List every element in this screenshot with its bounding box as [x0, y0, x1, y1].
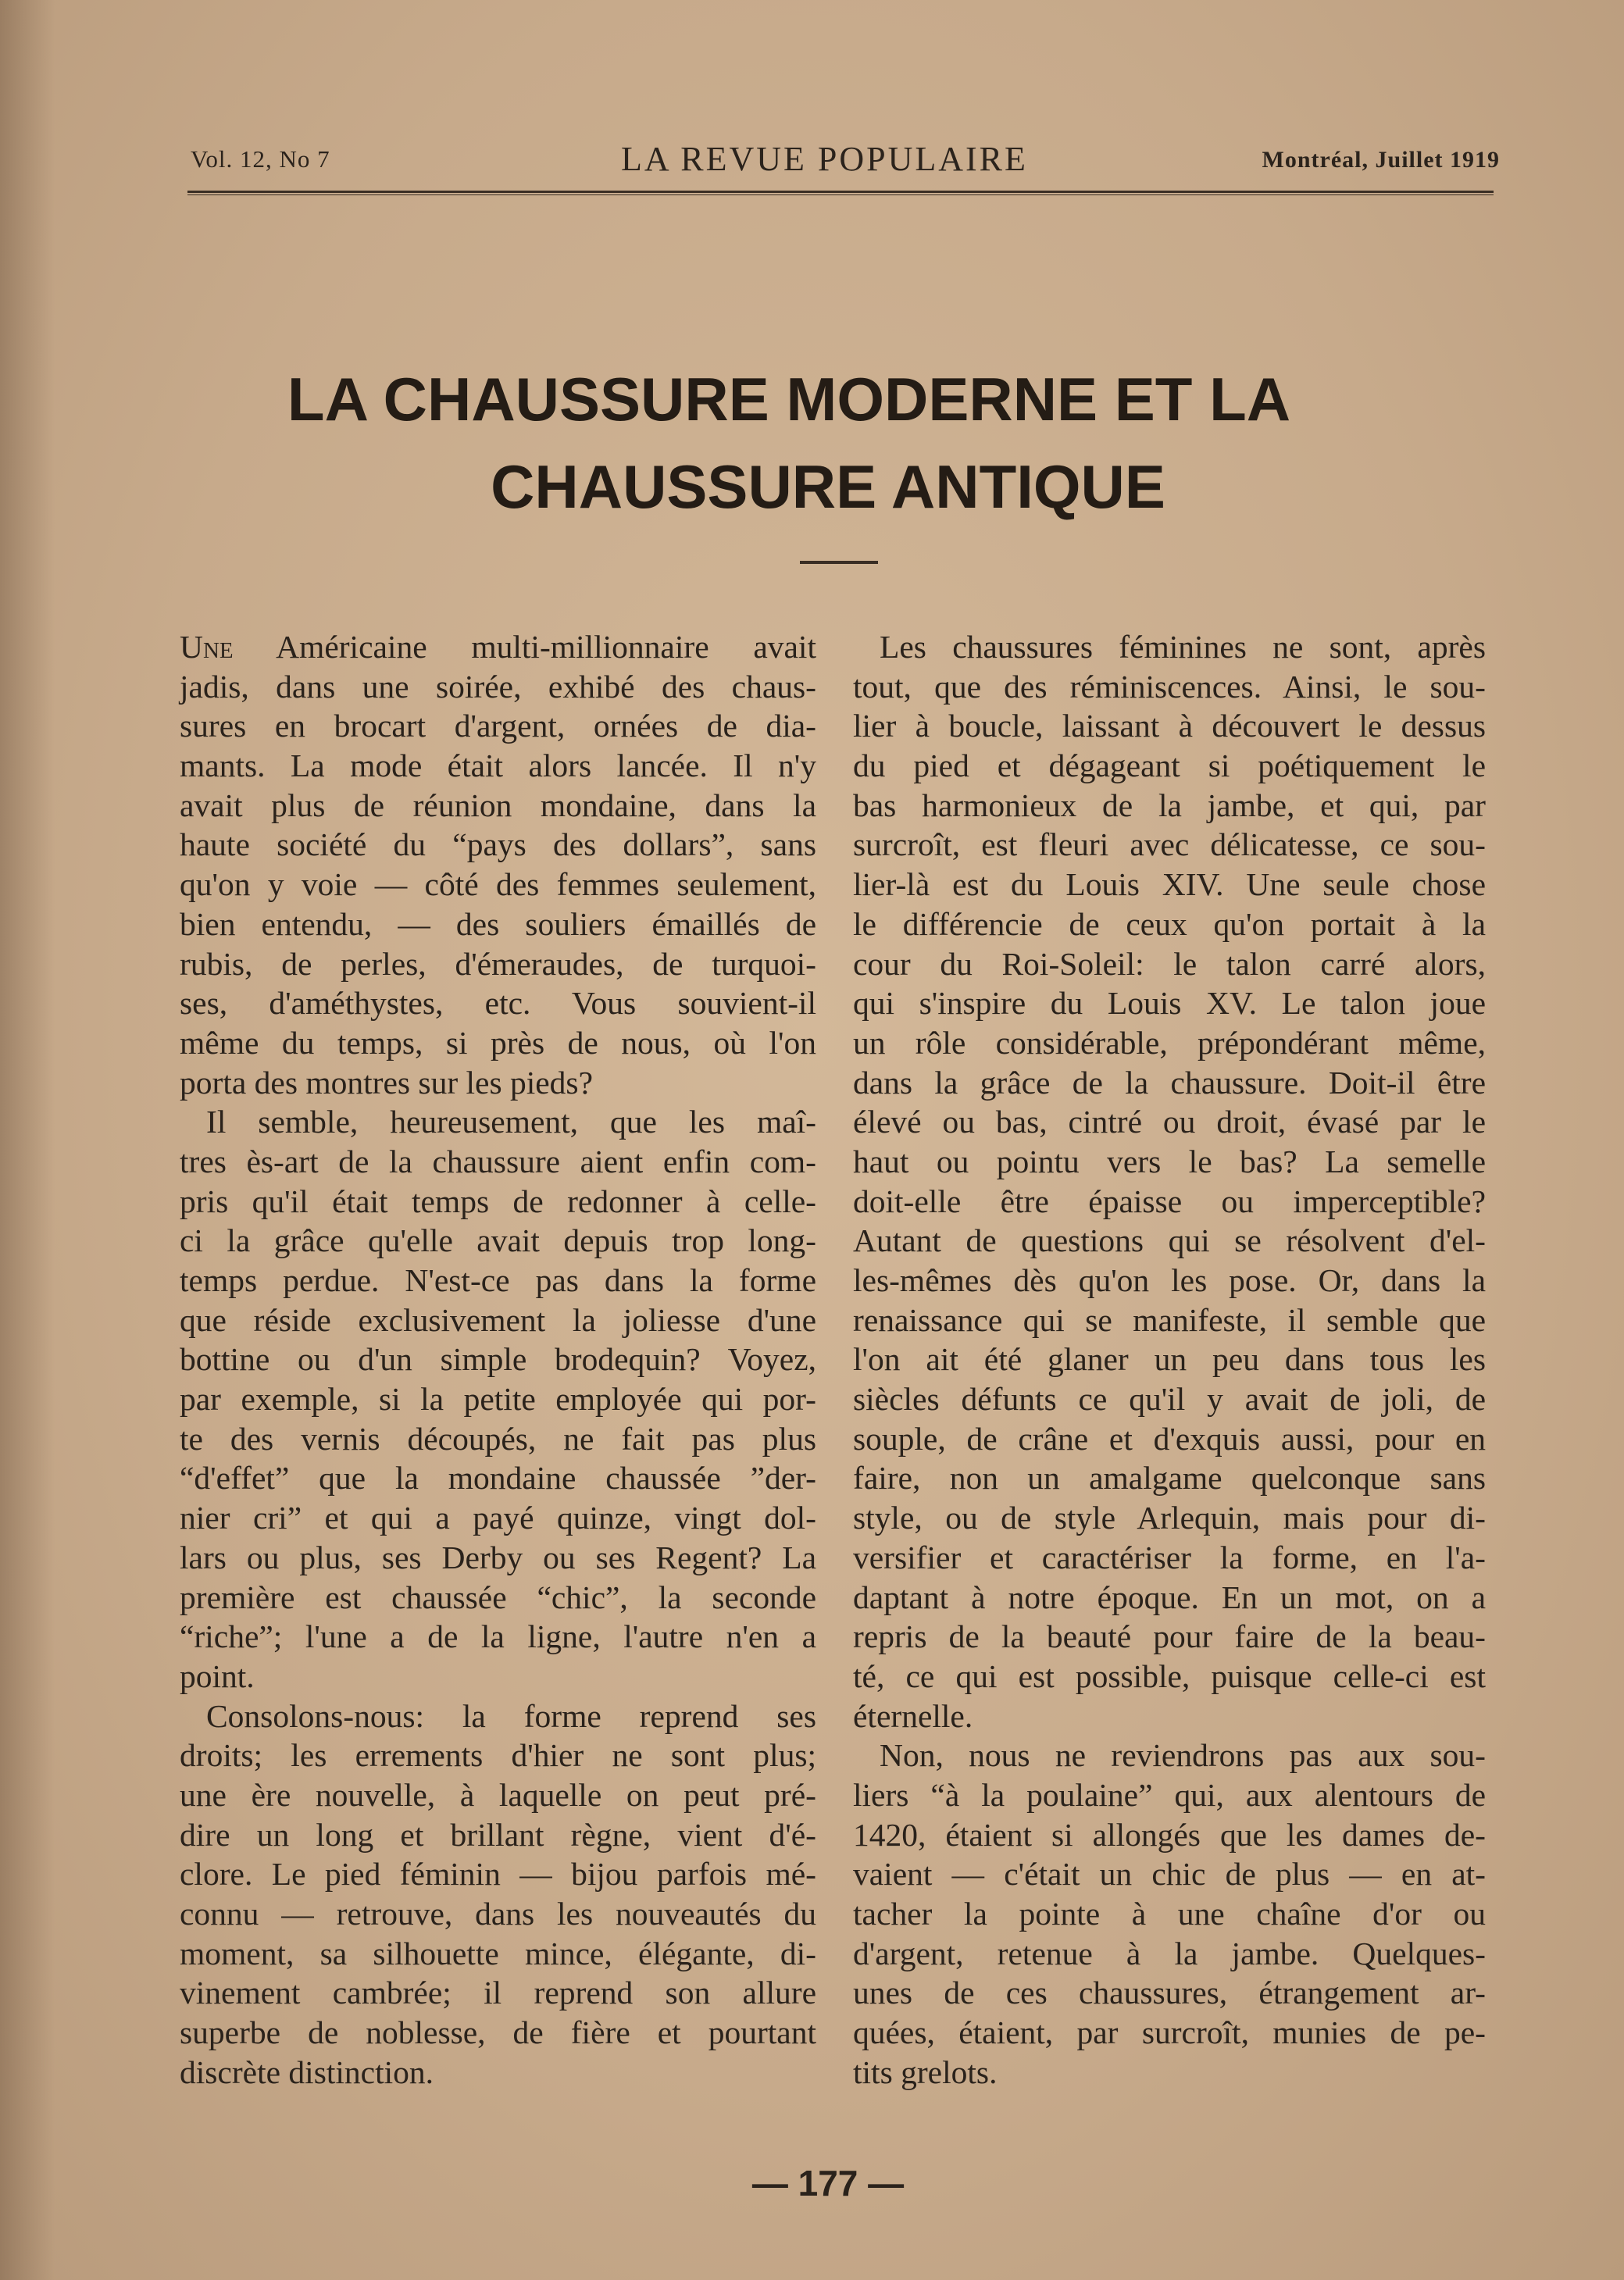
text-line-content: surcroît, est fleuri avec délicatesse, ce sou-: [853, 826, 1486, 863]
text-line-content: rubis, de perles, d'émeraudes, de turquoi-: [180, 945, 816, 982]
text-line-content: une ère nouvelle, à laquelle on peut pré-: [180, 1776, 816, 1813]
text-line: [180, 1221, 816, 1261]
text-line: [180, 1854, 816, 1894]
text-line-content: tout, que des réminiscences. Ainsi, le sou-: [853, 668, 1486, 705]
text-line: [180, 1182, 816, 1222]
text-line: [853, 1379, 1486, 1419]
text-line-content: lier-là est du Louis XIV. Une seule chose: [853, 866, 1486, 903]
text-line-content: Autant de questions qui se résolvent d'el-: [853, 1222, 1486, 1259]
left-column: [180, 627, 816, 2092]
text-line: [853, 786, 1486, 826]
article-title-line-1: LA CHAUSSURE MODERNE ET LA: [287, 365, 1291, 434]
text-line: [180, 2053, 816, 2093]
text-line: [180, 1657, 816, 1697]
title-rule: [800, 561, 878, 564]
text-line: [180, 905, 816, 944]
text-line-content: daptant à notre époque. En un mot, on a: [853, 1579, 1486, 1615]
text-line: [180, 1102, 816, 1142]
text-line-content: jadis, dans une soirée, exhibé des chaus-: [180, 668, 816, 705]
text-line: [180, 2013, 816, 2053]
text-line-content: Il semble, heureusement, que les maî-: [206, 1104, 816, 1140]
text-line-content: porta des montres sur les pieds?: [180, 1064, 594, 1101]
text-line: [180, 1894, 816, 1934]
text-line-content: d'argent, retenue à la jambe. Quelques-: [853, 1935, 1486, 1971]
text-line-content: que réside exclusivement la joliesse d'une: [180, 1301, 816, 1338]
text-line: [853, 1736, 1486, 1775]
text-line: [853, 1419, 1486, 1459]
text-line-content: clore. Le pied féminin — bijou parfois mé-: [180, 1856, 816, 1893]
text-line: [853, 1578, 1486, 1618]
text-line: [180, 1142, 816, 1182]
text-line: [180, 1815, 816, 1855]
text-line-content: Les chaussures féminines ne sont, après: [880, 629, 1486, 665]
text-line-content: faire, non un amalgame quelconque sans: [853, 1460, 1486, 1497]
text-line: [853, 1854, 1486, 1894]
text-line-content: ci la grâce qu'elle avait depuis trop long-: [180, 1222, 816, 1259]
text-line: [180, 1301, 816, 1340]
text-line: [180, 786, 816, 826]
text-line-content: dire un long et brillant règne, vient d'é-: [180, 1816, 816, 1853]
text-line: [853, 2013, 1486, 2053]
text-line: [853, 905, 1486, 944]
masthead-title: LA REVUE POPULAIRE: [621, 140, 1028, 178]
text-line-content: doit-elle être épaisse ou imperceptible?: [853, 1183, 1486, 1219]
text-line-content: pris qu'il était temps de redonner à celle-: [180, 1183, 816, 1219]
text-line: [853, 1182, 1486, 1222]
text-line-content: le différencie de ceux qu'on portait à la: [853, 905, 1486, 942]
article-title: [195, 355, 1429, 530]
text-line: [180, 1023, 816, 1063]
text-line-content: vinement cambrée; il reprend son allure: [180, 1975, 816, 2011]
lead-word: Une: [180, 629, 234, 665]
text-line-content: bien entendu, — des souliers émaillés de: [180, 905, 816, 942]
text-line-content: éternelle.: [853, 1697, 973, 1734]
text-line: [853, 1973, 1486, 2013]
text-line-content: temps perdue. N'est-ce pas dans la forme: [180, 1262, 816, 1298]
article-title-line-2: CHAUSSURE ANTIQUE: [491, 452, 1165, 521]
text-line-content: première est chaussée “chic”, la seconde: [180, 1579, 816, 1615]
text-line: [180, 627, 816, 667]
text-line: [180, 944, 816, 984]
text-line: [180, 1736, 816, 1775]
text-line-content: tacher la pointe à une chaîne d'or ou: [853, 1896, 1486, 1932]
text-line-content: lars ou plus, ses Derby ou ses Regent? La: [180, 1539, 816, 1575]
text-line: [853, 1301, 1486, 1340]
masthead-date: Montréal, Juillet 1919: [1262, 147, 1500, 173]
text-line: [853, 1934, 1486, 1974]
right-column: [853, 627, 1486, 2092]
text-line-content: quées, étaient, par surcroît, munies de pe-: [853, 2014, 1486, 2051]
text-line: [180, 706, 816, 746]
text-line: [180, 1458, 816, 1498]
text-line-content: ses, d'améthystes, etc. Vous souvient-il: [180, 985, 816, 1022]
text-line: [180, 983, 816, 1023]
masthead: [187, 139, 1500, 186]
text-line-content: l'on ait été glaner un peu dans tous les: [853, 1341, 1486, 1378]
text-line: [853, 1815, 1486, 1855]
masthead-volume: Vol. 12, No 7: [191, 145, 330, 173]
text-line-content: vaient — c'était un chic de plus — en at-: [853, 1856, 1486, 1893]
text-line: [853, 1102, 1486, 1142]
text-line-content: bas harmonieux de la jambe, et qui, par: [853, 787, 1486, 823]
text-line-content: Américaine multi-millionnaire avait: [233, 629, 816, 665]
text-line: [853, 706, 1486, 746]
text-line: [853, 1063, 1486, 1103]
text-line: [853, 865, 1486, 905]
text-line-content: unes de ces chaussures, étrangement ar-: [853, 1975, 1486, 2011]
text-line-content: qu'on y voie — côté des femmes seulement,: [180, 866, 816, 903]
text-line: [180, 1775, 816, 1815]
text-line: [180, 1578, 816, 1618]
text-line-content: lier à boucle, laissant à découvert le dessus: [853, 708, 1486, 744]
text-line: [853, 1657, 1486, 1697]
text-line-content: avait plus de réunion mondaine, dans la: [180, 787, 816, 823]
text-line: [853, 746, 1486, 786]
text-line: [853, 1775, 1486, 1815]
text-line: [180, 1419, 816, 1459]
text-line-content: cour du Roi-Soleil: le talon carré alors,: [853, 945, 1486, 982]
page-binding-shadow: [0, 0, 55, 2280]
text-line-content: même du temps, si près de nous, où l'on: [180, 1024, 816, 1061]
text-line-content: un rôle considérable, prépondérant même,: [853, 1024, 1486, 1061]
text-line-content: liers “à la poulaine” qui, aux alentours de: [853, 1776, 1486, 1813]
text-line: [180, 1498, 816, 1538]
text-line-content: haute société du “pays des dollars”, sans: [180, 826, 816, 863]
text-line: [853, 1498, 1486, 1538]
text-line: [853, 944, 1486, 984]
text-line: [180, 1934, 816, 1974]
text-line-content: mants. La mode était alors lancée. Il n'y: [180, 748, 816, 784]
text-line-content: versifier et caractériser la forme, en l'a-: [853, 1539, 1486, 1575]
text-line-content: souple, de crâne et d'exquis aussi, pour en: [853, 1420, 1486, 1457]
text-line: [180, 1340, 816, 1379]
text-line-content: “d'effet” que la mondaine chaussée ”der-: [180, 1460, 816, 1497]
text-line-content: “riche”; l'une a de la ligne, l'autre n'en a: [180, 1618, 816, 1655]
text-line-content: du pied et dégageant si poétiquement le: [853, 748, 1486, 784]
text-line-content: connu — retrouve, dans les nouveautés du: [180, 1896, 816, 1932]
text-line-content: point.: [180, 1657, 255, 1694]
text-line: [853, 627, 1486, 667]
text-line-content: repris de la beauté pour faire de la beau-: [853, 1618, 1486, 1655]
text-line: [853, 1142, 1486, 1182]
page-number: — 177 —: [751, 2163, 905, 2203]
text-line-content: Consolons-nous: la forme reprend ses: [206, 1697, 816, 1734]
text-line: [180, 1063, 816, 1103]
text-line: [180, 1617, 816, 1657]
text-line-content: les-mêmes dès qu'on les pose. Or, dans la: [853, 1262, 1486, 1298]
text-line-content: siècles défunts ce qu'il y avait de joli, de: [853, 1381, 1486, 1418]
text-line-content: té, ce qui est possible, puisque celle-ci est: [853, 1657, 1486, 1694]
text-line: [180, 865, 816, 905]
text-line: [853, 667, 1486, 707]
text-line-content: moment, sa silhouette mince, élégante, di-: [180, 1935, 816, 1971]
text-line: [180, 1261, 816, 1301]
text-line-content: discrète distinction.: [180, 2053, 434, 2090]
text-line: [853, 1221, 1486, 1261]
text-line-content: superbe de noblesse, de fière et pourtant: [180, 2014, 816, 2051]
text-line-content: renaissance qui se manifeste, il semble que: [853, 1301, 1486, 1338]
text-line-content: haut ou pointu vers le bas? La semelle: [853, 1143, 1486, 1179]
text-line: [853, 1538, 1486, 1578]
text-line: [853, 983, 1486, 1023]
text-line-content: tres ès-art de la chaussure aient enfin com-: [180, 1143, 816, 1179]
text-line-content: 1420, étaient si allongés que les dames de-: [853, 1816, 1486, 1853]
text-line-content: tits grelots.: [853, 2053, 998, 2090]
text-line: [180, 1697, 816, 1736]
masthead-rule: [187, 191, 1494, 195]
text-line-content: droits; les errements d'hier ne sont plus;: [180, 1737, 816, 1774]
text-line-content: nier cri” et qui a payé quinze, vingt dol-: [180, 1500, 816, 1536]
text-line-content: élevé ou bas, cintré ou droit, évasé par le: [853, 1104, 1486, 1140]
text-line-content: qui s'inspire du Louis XV. Le talon joue: [853, 985, 1486, 1022]
text-line: [853, 2053, 1486, 2093]
text-line: [180, 746, 816, 786]
text-line: [853, 1617, 1486, 1657]
text-line-content: par exemple, si la petite employée qui por-: [180, 1381, 816, 1418]
text-line-content: bottine ou d'un simple brodequin? Voyez,: [180, 1341, 816, 1378]
text-line-content: Non, nous ne reviendrons pas aux sou-: [880, 1737, 1486, 1774]
text-line-content: te des vernis découpés, ne fait pas plus: [180, 1420, 816, 1457]
text-line: [853, 1340, 1486, 1379]
text-line: [853, 825, 1486, 865]
text-line: [853, 1458, 1486, 1498]
text-line: [853, 1023, 1486, 1063]
text-line: [180, 1973, 816, 2013]
text-line: [853, 1261, 1486, 1301]
text-line: [180, 825, 816, 865]
text-line: [180, 1379, 816, 1419]
text-line: [180, 1538, 816, 1578]
text-line: [853, 1894, 1486, 1934]
text-line: [853, 1697, 1486, 1736]
text-line-content: dans la grâce de la chaussure. Doit-il être: [853, 1064, 1486, 1101]
text-line-content: style, ou de style Arlequin, mais pour di-: [853, 1500, 1486, 1536]
text-line-content: sures en brocart d'argent, ornées de dia-: [180, 708, 816, 744]
text-line: [180, 667, 816, 707]
